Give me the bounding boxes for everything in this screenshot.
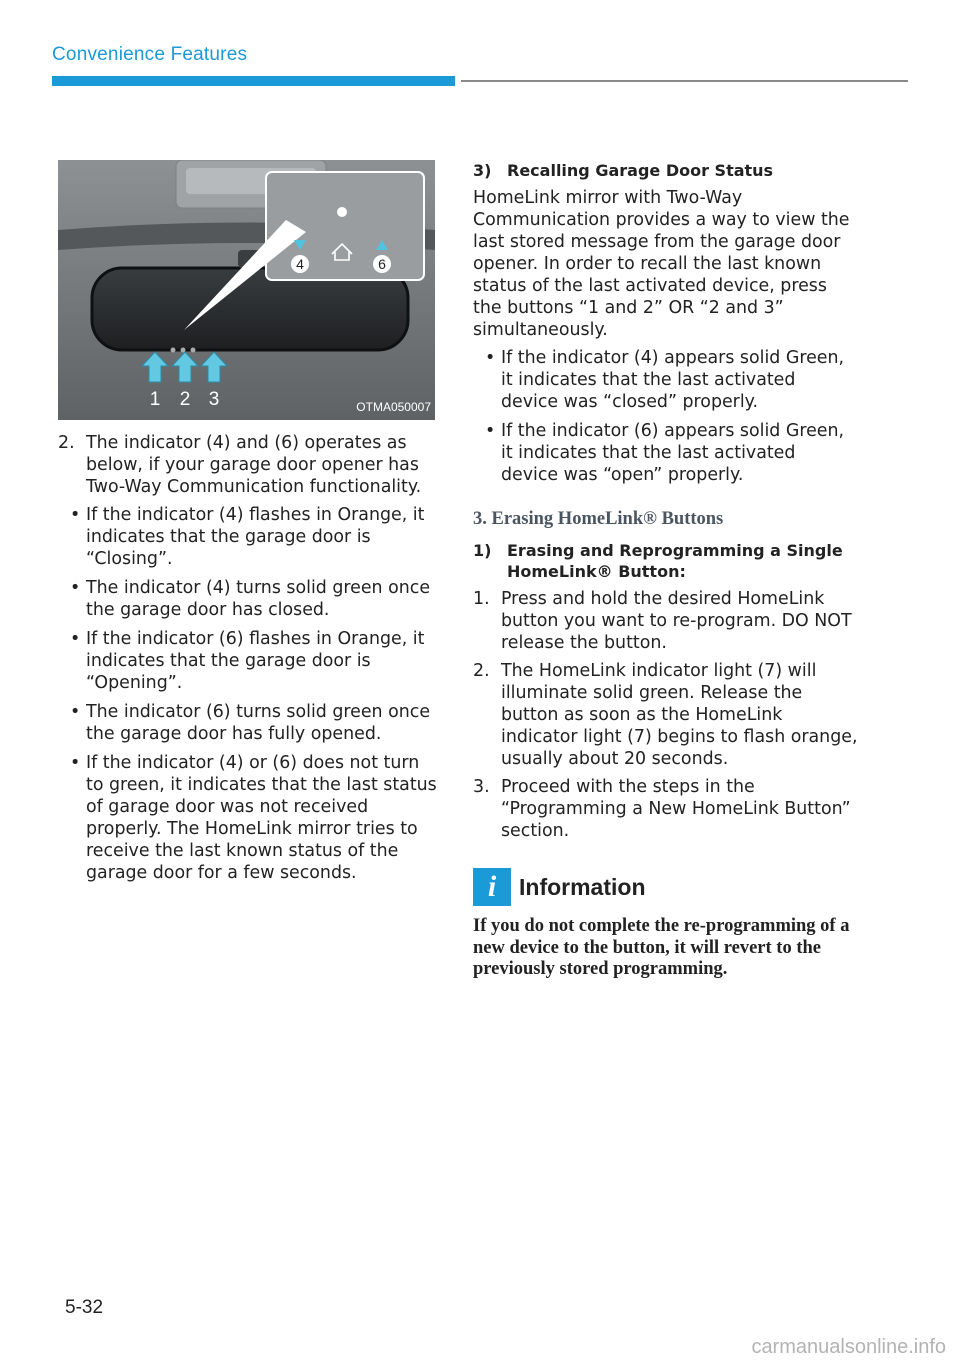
information-text: If you do not complete the re-programming of a new device to the button, it will revert to the previously stored programming. [473, 916, 850, 979]
callout-label-4: 4 [296, 256, 304, 272]
bullet-text: If the indicator (4) appears solid Green, it indicates that the last activated device was “closed” properly. [501, 348, 845, 412]
page-number: 5-32 [65, 1297, 104, 1318]
button-arrows [142, 352, 227, 382]
erase-subheading-number: 1) [473, 541, 492, 560]
mirror-illustration [58, 160, 435, 420]
left-bullet: • If the indicator (4) flashes in Orange, it indicates that the garage door is “Closing”. [70, 505, 425, 569]
erase-subheading-text: Erasing and Reprogramming a Single HomeLink® Button: [507, 541, 843, 581]
bullet-text: The indicator (4) turns solid green once the garage door has closed. [86, 578, 431, 620]
step-number: 1. [473, 589, 490, 609]
watermark: carmanualsonline.info [751, 1336, 946, 1358]
mirror-figure [58, 160, 435, 420]
right-column [473, 160, 858, 981]
bullet-text: If the indicator (4) or (6) does not turn to green, it indicates that the last status of garage door was not received properly. The HomeLink mirror tries to receive the last known status of the garage door for a few seconds. [86, 753, 437, 883]
step-number: 2. [473, 661, 490, 681]
figure-caption: OTMA050007 [356, 400, 431, 414]
recall-heading [473, 160, 858, 181]
step-text: Press and hold the desired HomeLink button you want to re-program. DO NOT release the button. [501, 589, 852, 653]
recall-bullet: • If the indicator (6) appears solid Green, it indicates that the last activated device was “open” properly. [485, 421, 845, 485]
recall-paragraph: HomeLink mirror with Two-Way Communication provides a way to view the last stored message from the garage door opener. In order to recall the last known status of the last activated device, press the buttons “1 and 2” OR “2 and 3” simultaneously. [473, 188, 850, 340]
bullet-text: If the indicator (6) appears solid Green, it indicates that the last activated device was “open” properly. [501, 421, 845, 485]
information-header [473, 868, 858, 906]
step-text: The HomeLink indicator light (7) will illuminate solid green. Release the button as soon as the HomeLink indicator light (7) begins to flash orange, usually about 20 seconds. [501, 661, 858, 769]
button-label-3: 3 [208, 389, 220, 410]
info-icon: i [473, 868, 511, 906]
left-bullet: • If the indicator (4) or (6) does not turn to green, it indicates that the last status of garage door was not received properly. The HomeLink mirror tries to receive the last known status of the garage door for a few seconds. [70, 753, 437, 883]
step-text: The indicator (4) and (6) operates as below, if your garage door opener has Two-Way Communication functionality. [86, 433, 422, 497]
button-label-2: 2 [179, 389, 191, 410]
page-header-title: Convenience Features [52, 44, 248, 65]
bullet-text: If the indicator (4) flashes in Orange, it indicates that the garage door is “Closing”. [86, 505, 425, 569]
bullet-text: If the indicator (6) flashes in Orange, it indicates that the garage door is “Opening”. [86, 629, 425, 693]
erase-step [473, 660, 858, 770]
callout-label-6: 6 [378, 256, 386, 272]
header-rule [461, 80, 908, 82]
step-number: 2. [58, 433, 75, 453]
left-bullet: • The indicator (4) turns solid green once the garage door has closed. [70, 578, 431, 620]
step-text: Proceed with the steps in the “Programming a New HomeLink Button” section. [501, 777, 851, 841]
recall-heading-number: 3) [473, 161, 492, 180]
button-label-1: 1 [149, 389, 161, 410]
erase-step [473, 776, 858, 842]
left-bullet: • The indicator (6) turns solid green once the garage door has fully opened. [70, 702, 431, 744]
bullet-text: The indicator (6) turns solid green once the garage door has fully opened. [86, 702, 431, 744]
recall-heading-text: Recalling Garage Door Status [507, 161, 774, 180]
erase-section-heading: 3. Erasing HomeLink® Buttons [473, 509, 724, 529]
left-bullet: • If the indicator (6) flashes in Orange, it indicates that the garage door is “Opening”. [70, 629, 425, 693]
information-title: Information [519, 874, 646, 900]
header-accent-bar [52, 76, 455, 86]
recall-bullet: • If the indicator (4) appears solid Green, it indicates that the last activated device was “closed” properly. [485, 348, 845, 412]
erase-subheading [473, 540, 858, 582]
left-column [58, 160, 438, 891]
erase-step [473, 588, 858, 654]
left-step-2 [58, 432, 438, 498]
step-number: 3. [473, 777, 490, 797]
